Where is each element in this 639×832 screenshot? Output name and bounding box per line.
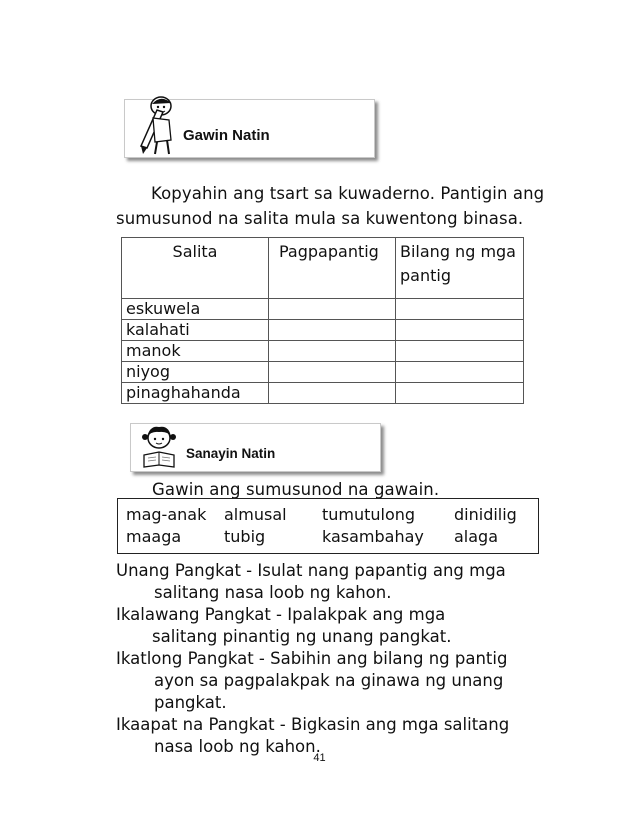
empty-cell bbox=[396, 383, 524, 404]
instructions-paragraph bbox=[116, 181, 544, 231]
group-tasks bbox=[116, 560, 509, 758]
group-line: Unang Pangkat - Isulat nang papantig ang mga bbox=[116, 561, 506, 580]
table-row bbox=[122, 341, 524, 362]
word: maaga bbox=[126, 527, 182, 546]
word-cell: pinaghahanda bbox=[122, 383, 269, 404]
empty-cell bbox=[269, 362, 396, 383]
word-cell: niyog bbox=[122, 362, 269, 383]
group-line: salitang nasa loob ng kahon. bbox=[154, 583, 392, 602]
empty-cell bbox=[269, 341, 396, 362]
header-salita: Salita bbox=[122, 238, 269, 299]
table-row bbox=[122, 320, 524, 341]
header-bilang: Bilang ng mga pantig bbox=[396, 238, 524, 299]
syllable-chart bbox=[121, 237, 524, 404]
group-line: ayon sa pagpalakpak na ginawa ng unang bbox=[154, 671, 504, 690]
instructions-2: Gawin ang sumusunod na gawain. bbox=[152, 480, 440, 499]
group-line: Ikalawang Pangkat - Ipalakpak ang mga bbox=[116, 605, 446, 624]
word-cell: manok bbox=[122, 341, 269, 362]
gawin-natin-banner bbox=[124, 99, 375, 158]
table-row bbox=[122, 299, 524, 320]
instructions-line-2: sumusunod na salita mula sa kuwentong binasa. bbox=[116, 209, 524, 228]
group-line: Ikatlong Pangkat - Sabihin ang bilang ng pantig bbox=[116, 649, 508, 668]
group-line: pangkat. bbox=[154, 693, 227, 712]
sanayin-natin-banner bbox=[130, 423, 381, 472]
table-row bbox=[122, 383, 524, 404]
empty-cell bbox=[396, 299, 524, 320]
group-line: nasa loob ng kahon. bbox=[154, 737, 321, 756]
child-reading-icon bbox=[138, 425, 180, 469]
word: almusal bbox=[224, 505, 287, 524]
word: tumutulong bbox=[322, 505, 416, 524]
empty-cell bbox=[269, 299, 396, 320]
table-header-row bbox=[122, 238, 524, 299]
word: dinidilig bbox=[454, 505, 517, 524]
empty-cell bbox=[396, 341, 524, 362]
group-line: salitang pinantig ng unang pangkat. bbox=[152, 627, 452, 646]
word: mag-anak bbox=[126, 505, 207, 524]
empty-cell bbox=[269, 320, 396, 341]
empty-cell bbox=[396, 320, 524, 341]
header-pagpapantig: Pagpapantig bbox=[269, 238, 396, 299]
instructions-line-1: Kopyahin ang tsart sa kuwaderno. Pantigin ang bbox=[151, 184, 545, 203]
child-with-pencil-icon bbox=[133, 96, 185, 156]
banner-title: Gawin Natin bbox=[183, 127, 270, 144]
word: tubig bbox=[224, 527, 266, 546]
banner-title: Sanayin Natin bbox=[186, 446, 276, 461]
page-number: 41 bbox=[313, 752, 326, 764]
word-cell: kalahati bbox=[122, 320, 269, 341]
table-row bbox=[122, 362, 524, 383]
word: alaga bbox=[454, 527, 499, 546]
word-box bbox=[117, 498, 539, 554]
empty-cell bbox=[396, 362, 524, 383]
empty-cell bbox=[269, 383, 396, 404]
word: kasambahay bbox=[322, 527, 424, 546]
word-cell: eskuwela bbox=[122, 299, 269, 320]
group-line: Ikaapat na Pangkat - Bigkasin ang mga salitang bbox=[116, 715, 510, 734]
